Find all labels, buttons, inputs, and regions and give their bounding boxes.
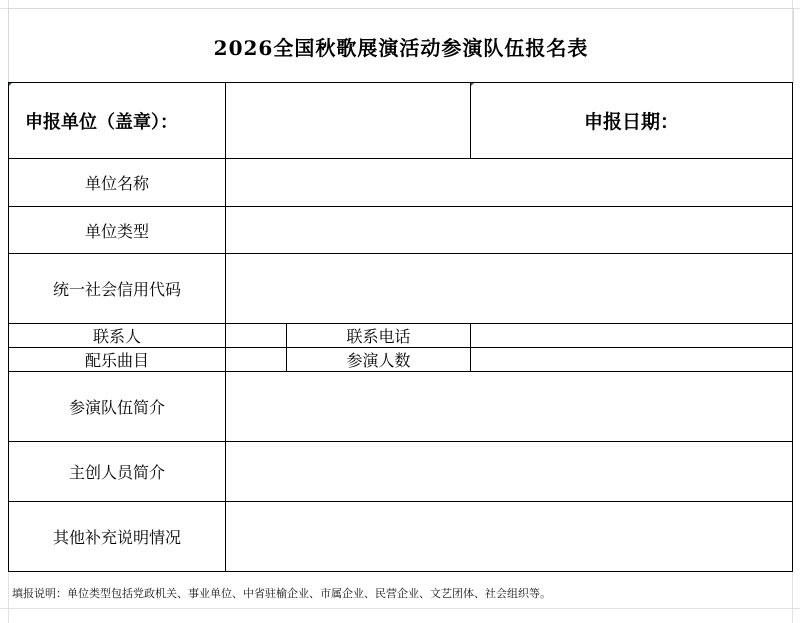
other-info-label: 其他补充说明情况: [9, 502, 226, 572]
form-title: 2026全国秋歌展演活动参演队伍报名表: [8, 8, 794, 83]
team-intro-row: [9, 372, 793, 442]
credit-code-field[interactable]: [226, 254, 793, 324]
credit-code-row: [9, 254, 793, 324]
registration-form-table: [8, 82, 793, 572]
other-info-row: [9, 502, 793, 572]
header-row: [9, 83, 793, 159]
fill-instructions-note: 填报说明：单位类型包括党政机关、事业单位、中省驻榆企业、市属企业、民营企业、文艺团体、社会组织等。: [12, 587, 551, 600]
team-intro-field[interactable]: [226, 372, 793, 442]
grid-line: [0, 608, 800, 609]
unit-type-label: 单位类型: [9, 207, 226, 254]
applicant-unit-field[interactable]: [226, 83, 471, 159]
unit-name-label: 单位名称: [9, 159, 226, 207]
contact-phone-field[interactable]: [471, 324, 793, 348]
contact-label: 联系人: [9, 324, 226, 348]
performer-count-label: 参演人数: [287, 348, 471, 372]
creator-intro-row: [9, 442, 793, 502]
team-intro-label: 参演队伍简介: [9, 372, 226, 442]
contact-row: [9, 324, 793, 348]
performer-count-field[interactable]: [471, 348, 793, 372]
creator-intro-field[interactable]: [226, 442, 793, 502]
contact-field[interactable]: [226, 324, 287, 348]
contact-phone-label: 联系电话: [287, 324, 471, 348]
music-row: [9, 348, 793, 372]
creator-intro-label: 主创人员简介: [9, 442, 226, 502]
unit-type-field[interactable]: [226, 207, 793, 254]
music-label: 配乐曲目: [9, 348, 226, 372]
credit-code-label: 统一社会信用代码: [9, 254, 226, 324]
unit-name-row: [9, 159, 793, 207]
apply-date-label[interactable]: 申报日期：: [471, 83, 793, 159]
unit-name-field[interactable]: [226, 159, 793, 207]
music-field[interactable]: [226, 348, 287, 372]
other-info-field[interactable]: [226, 502, 793, 572]
applicant-unit-label: 申报单位（盖章）：: [9, 83, 226, 159]
unit-type-row: [9, 207, 793, 254]
